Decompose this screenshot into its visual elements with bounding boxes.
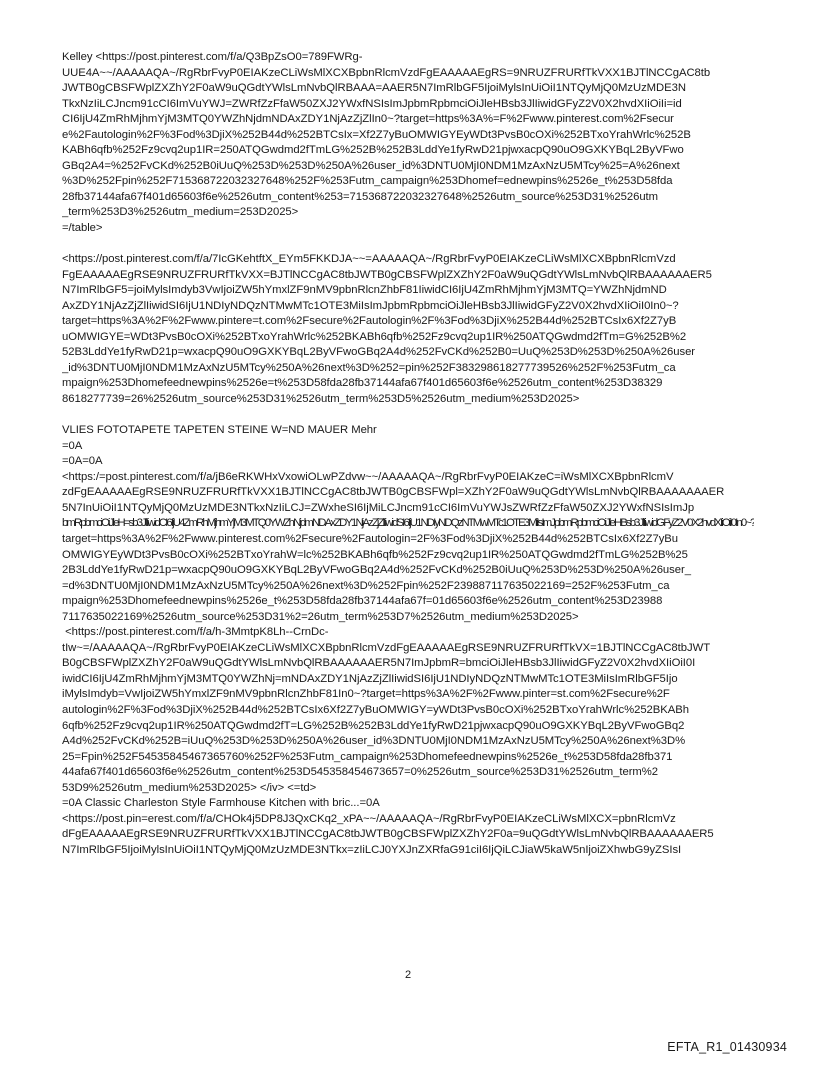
- text-line: 8618277739=26%2526utm_source%253D31%2526utm_term%253D5%2526utm_medium%253D2025>: [62, 393, 580, 406]
- text-line: dFgEAAAAAEgRSE9NRUZFRURfTkVXX1BJTlNCCgAC8tbJWTB0gCBSFWplZXZhY2F0a=9uQGdtYWlsLmNvbQlRBAAAAAAER5: [62, 828, 714, 841]
- text-line: =/table>: [62, 222, 103, 235]
- text-line: 2B3LddYe1fyRwD21p=wxacpQ90uO9GXKYBqL2ByVFwoGBq2A4d%252FvCKd%252B0iUuQ%253D%253D%250A%26user_: [62, 564, 691, 577]
- text-line: N7ImRlbGF5=joiMylsImdyb3VwIjoiZW5hYmxlZF9nMV9pbnRlcnZhbF81IiwidCI6IjU4ZmRhMjhmYjM3MTQ=YWZhNjdmND: [62, 284, 667, 297]
- text-line: zdFgEAAAAAEgRSE9NRUZFRURfTkVXX1BJTlNCCgAC8tbJWTB0gCBSFWpl=XZhY2F0aW9uQGdtYWlsLmNvbQlRBAAAAAAAER: [62, 486, 725, 499]
- kelley-link-block: [62, 50, 754, 237]
- text-line: 52B3LddYe1fyRwD21p=wxacpQ90uO9GXKYBqL2ByVFwoGBq2A4d%252FvCKd%252B0=UuQ%253D%253D%250A%26user: [62, 346, 696, 359]
- paragraph-gap: [62, 408, 754, 424]
- text-line: <https://post.pinterest.com/f/a/7IcGKehtftX_EYm5FKKDJA~~=AAAAAQA~/RgRbrFvyP0EIAKzeCLiWsMlXCXBpbnRlcmVzd: [62, 253, 676, 266]
- text-line: =0A: [62, 439, 83, 452]
- text-line: OMWIGYEyWDt3PvsB0cOXi%252BTxoYrahW=lc%252BKABh6qfb%252Fz9cvq2up1IR%250ATQGwdmd2fTmLG%252B%25: [62, 548, 688, 561]
- text-line: bmRpbmciOiJleH=sb3JlIiwidCI6IjU4ZmRhMjhmYjM3MTQ0YWZhNjdmNDAxZDY1NjAzZjZlIiwidSI6IjU1NDIyNDQzNTMwMTc1OTE3MiIsImJpbmRpbmciOiJleHBsb3JlIiwidGFyZ2V0X2hvdXIiOiI0In0~?: [62, 517, 754, 530]
- text-line: UUE4A~~/AAAAAQA~/RgRbrFvyP0EIAKzeCLiWsMlXCXBpbnRlcmVzdFgEAAAAAEgRS=9NRUZFRURfTkVXX1BJTlNCCgAC8tb: [62, 66, 711, 79]
- second-link-block: [62, 252, 754, 407]
- text-line: Kelley <https://post.pinterest.com/f/a/Q3BpZsO0=789FWRg-: [62, 51, 363, 63]
- text-line: _term%253D3%2526utm_medium=253D2025>: [62, 206, 299, 219]
- text-line: %3D%252Fpin%252F715368722032327648%252F%253Futm_campaign%253Dhomef=ednewpins%2526e_t%253D58fda: [62, 175, 673, 188]
- email-body-text: [62, 50, 754, 858]
- text-line: FgEAAAAAEgRSE9NRUZFRURfTkVXX=BJTlNCCgAC8tbJWTB0gCBSFWplZXZhY2F0aW9uQGdtYWlsLmNvbQlRBAAAAAAER5: [62, 268, 712, 281]
- text-line: =d%3DNTU0MjI0NDM1MzAxNzU5MTcy%250A%26next%3D%252Fpin%252F239887117635022169=252F%253Futm_ca: [62, 579, 670, 592]
- text-line: 28fb37144afa67f401d65603f6e%2526utm_content%253=715368722032327648%2526utm_source%253D31%2526utm: [62, 190, 659, 203]
- text-line: AxZDY1NjAzZjZlIiwidSI6IjU1NDIyNDQzNTMwMTc1OTE3MiIsImJpbmRpbmciOiJleHBsb3JlIiwidGFyZ2V0X2hvdXIiOiI0In0~?: [62, 299, 679, 312]
- text-line: uOMWIGYE=WDt3PvsB0cOXi%252BTxoYrahWrlc%252BKABh6qfb%252Fz9cvq2up1IR%250ATQGwdmd2fTm=G%252B%2: [62, 330, 687, 343]
- text-line: JWTB0gCBSFWplZXZhY2F0aW9uQGdtYWlsLmNvbQlRBAAA=AAER5N7ImRlbGF5IjoiMylsInUiOiI1NTQyMjQ0MzUzMDE3N: [62, 82, 686, 95]
- text-line: e%2Fautologin%2F%3Fod%3DjiX%252B44d%252BTCsIx=Xf2Z7yBuOMWIGYEyWDt3PvsB0cOXi%252BTxoYrahWrlc%252B: [62, 128, 691, 141]
- text-line: 7117635022169%2526utm_source%253D31%2=26utm_term%253D7%2526utm_medium%253D2025>: [62, 610, 579, 623]
- text-line: KABh6qfb%252Fz9cvq2up1IR=250ATQGwdmd2fTmLG%252B%252B3LddYe1fyRwD21pjwxacpQ90uO9GXKYBqL2ByVFwo: [62, 144, 684, 157]
- text-line: =0A=0A: [62, 455, 103, 468]
- text-line: tIw~=/AAAAAQA~/RgRbrFvyP0EIAKzeCLiWsMlXCXBpbnRlcmVzdFgEAAAAAEgRSE9NRUZFRURfTkVX=1BJTlNCCgAC8tbJWT: [62, 641, 711, 654]
- text-line: GBq2A4=%252FvCKd%252B0iUuQ%253D%253D%250A%26user_id%3DNTU0MjI0NDM1MzAxNzU5MTcy%25=A%26next: [62, 159, 680, 172]
- text-line: 6qfb%252Fz9cvq2up1IR%250ATQGwdmd2fT=LG%252B%252B3LddYe1fyRwD21pjwxacpQ90uO9GXKYBqL2ByVFwoGBq2: [62, 719, 685, 732]
- document-id-footer: EFTA_R1_01430934: [667, 1040, 787, 1054]
- text-line: <https://post.pin=erest.com/f/a/CHOk4j5DP8J3QxCKq2_xPA~~/AAAAAQA~/RgRbrFvyP0EIAKzeCLiWsMlXCX=pbnRlcmVz: [62, 812, 676, 825]
- text-line: <https:/=post.pinterest.com/f/a/jB6eRKWHxVxowiOLwPZdvw~~/AAAAAQA~/RgRbrFvyP0EIAKzeC=iWsMlXCXBpbnRlcmV: [62, 470, 674, 483]
- text-line: CI6IjU4ZmRhMjhmYjM3MTQ0YWZhNjdmNDAxZDY1NjAzZjZlIn0~?target=https%3A%=F%2Fwww.pinterest.com%2Fsecur: [62, 113, 674, 126]
- text-line: <https://post.pinterest.com/f/a/h-3MmtpK8Lh--CrnDc-: [62, 626, 329, 639]
- text-line: 53D9%2526utm_medium%253D2025> </iv> <=td>: [62, 781, 317, 794]
- text-line: TkxNzIiLCJncm91cCI6ImVuYWJ=ZWRfZzFfaW50ZXJ2YWxfNSIsImJpbmRpbmciOiJleHBsb3JlIiwidGFyZ2V0X2hvdXIiOiIi=id: [62, 97, 682, 110]
- text-line: iwidCI6IjU4ZmRhMjhmYjM3MTQ0YWZhNj=mNDAxZDY1NjAzZjZlIiwidSI6IjU1NDIyNDQzNTMwMTc1OTE3MiIsImRlbGF5Ijo: [62, 672, 678, 685]
- text-line: mpaign%253Dhomefeednewpins%2526e=t%253D58fda28fb37144afa67f401d65603f6e%2526utm_content%253D38329: [62, 377, 663, 390]
- text-line: target=https%3A%2F%2Fwww.pinterest.com%2Fsecure%2Fautologin=2F%3Fod%3DjiX%252B44d%252BTCsIx6Xf2Z7yBu: [62, 532, 679, 545]
- text-line: target=https%3A%2F%2Fwww.pintere=t.com%2Fsecure%2Fautologin%2F%3Fod%3DjiX%252B44d%252BTCsIx6Xf2Z7yB: [62, 315, 677, 328]
- text-line: iMylsImdyb=VwIjoiZW5hYmxlZF9nMV9pbnRlcnZhbF81In0~?target=https%3A%2F%2Fwww.pinter=st.com%2Fsecure%2F: [62, 688, 670, 701]
- text-line: =0A Classic Charleston Style Farmhouse Kitchen with bric...=0A: [62, 797, 380, 810]
- text-line: N7ImRlbGF5IjoiMylsInUiOiI1NTQyMjQ0MzUzMDE3NTkx=zIiLCJ0YXJnZXRfaG91ciI6IjQiLCJiaW5kaW5nIjoiZXhwbG9yZSIsI: [62, 843, 682, 856]
- text-line: 44afa67f401d65603f6e%2526utm_content%253D545358454673657=0%2526utm_source%253D31%2526utm_term%2: [62, 766, 659, 779]
- page-number: 2: [404, 969, 412, 981]
- vlies-block: [62, 423, 754, 858]
- paragraph-gap: [62, 237, 754, 253]
- text-line: 25=Fpin%252F54535845467365760%252F%253Futm_campaign%253Dhomefeednewpins%2526e_t%253D58fda28fb371: [62, 750, 673, 763]
- text-line: autologin%2F%3Fod%3DjiX%252B44d%252BTCsIx6Xf2Z7yBuOMWIGY=yWDt3PvsB0cOXi%252BTxoYrahWrlc%252BKABh: [62, 703, 689, 716]
- text-line: A4d%252FvCKd%252B=iUuQ%253D%253D%250A%26user_id%3DNTU0MjI0NDM1MzAxNzU5MTcy%250A%26next%3D%: [62, 735, 686, 748]
- text-line: mpaign%253Dhomefeednewpins%2526e_t%253D58fda28fb37144afa67f=01d65603f6e%2526utm_content%253D23988: [62, 595, 663, 608]
- text-line: 5N7InUiOiI1NTQyMjQ0MzUzMDE3NTkxNzIiLCJ=ZWxheSI6IjMiLCJncm91cCI6ImVuYWJsZWRfZzFfaW50ZXJ2YWxfNSIsImJp: [62, 501, 695, 514]
- text-line: _id%3DNTU0MjI0NDM1MzAxNzU5MTcy%250A%26next%3D%252=pin%252F383298618277739526%252F%253Futm_ca: [62, 361, 676, 374]
- text-line: VLIES FOTOTAPETE TAPETEN STEINE W=ND MAUER Mehr: [62, 424, 377, 437]
- text-line: B0gCBSFWplZXZhY2F0aW9uQGdtYWlsLmNvbQlRBAAAAAAER5N7ImJpbmR=bmciOiJleHBsb3JlIiwidGFyZ2V0X2hvdXIiOiI0I: [62, 657, 696, 670]
